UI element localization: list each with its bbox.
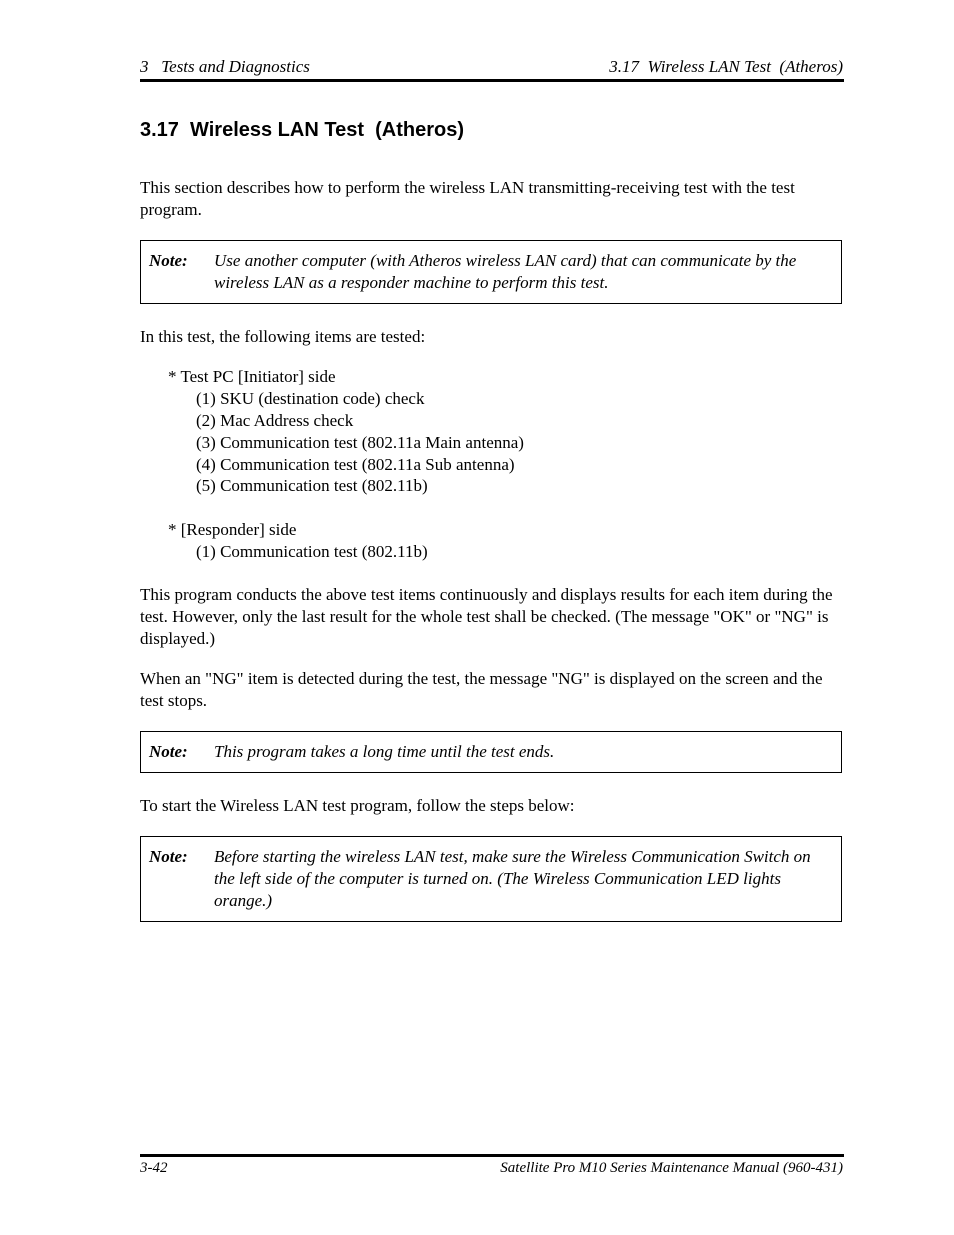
steps-intro: To start the Wireless LAN test program, follow the steps below: bbox=[140, 796, 575, 815]
list-item: (4) Communication test (802.11a Sub antenna) bbox=[196, 455, 515, 474]
note-label: Note: bbox=[149, 742, 188, 761]
header-rule bbox=[140, 79, 844, 82]
section-title: 3.17 Wireless LAN Test (Atheros) bbox=[140, 119, 464, 141]
initiator-heading: * Test PC [Initiator] side bbox=[168, 367, 336, 386]
items-intro: In this test, the following items are tested: bbox=[140, 327, 426, 346]
responder-heading: * [Responder] side bbox=[168, 520, 297, 539]
list-item: (3) Communication test (802.11a Main antenna) bbox=[196, 433, 524, 452]
list-item: (2) Mac Address check bbox=[196, 411, 354, 430]
note-text: Use another computer (with Atheros wireless LAN card) that can communicate by the wireless LAN as a responder machine to perform this test. bbox=[214, 251, 797, 292]
intro-paragraph: This section describes how to perform the wireless LAN transmitting-receiving test with the test program. bbox=[140, 178, 795, 219]
note-label: Note: bbox=[149, 847, 188, 866]
list-item: (1) SKU (destination code) check bbox=[196, 389, 425, 408]
list-item: (5) Communication test (802.11b) bbox=[196, 476, 428, 495]
footer-rule bbox=[140, 1154, 844, 1157]
list-item: (1) Communication test (802.11b) bbox=[196, 542, 428, 561]
note-text: This program takes a long time until the test ends. bbox=[214, 742, 555, 761]
header-chapter: 3 Tests and Diagnostics bbox=[140, 57, 310, 76]
note-box-duration bbox=[140, 731, 842, 773]
note-text: Before starting the wireless LAN test, make sure the Wireless Communication Switch on the left side of the computer is turned on. (The Wireless Communication LED lights orange.) bbox=[214, 847, 811, 910]
note-label: Note: bbox=[149, 251, 188, 270]
continuous-paragraph: This program conducts the above test items continuously and displays results for each item during the test. However, only the last result for the whole test shall be checked. (The message "OK" or "NG" is displayed.) bbox=[140, 585, 833, 648]
manual-title: Satellite Pro M10 Series Maintenance Manual (960-431) bbox=[500, 1160, 843, 1176]
note-box-switch bbox=[140, 836, 842, 922]
ng-paragraph: When an "NG" item is detected during the test, the message "NG" is displayed on the screen and the test stops. bbox=[140, 669, 823, 710]
header-section: 3.17 Wireless LAN Test (Atheros) bbox=[609, 57, 843, 76]
note-box-responder bbox=[140, 240, 842, 304]
page-number: 3-42 bbox=[140, 1160, 168, 1176]
